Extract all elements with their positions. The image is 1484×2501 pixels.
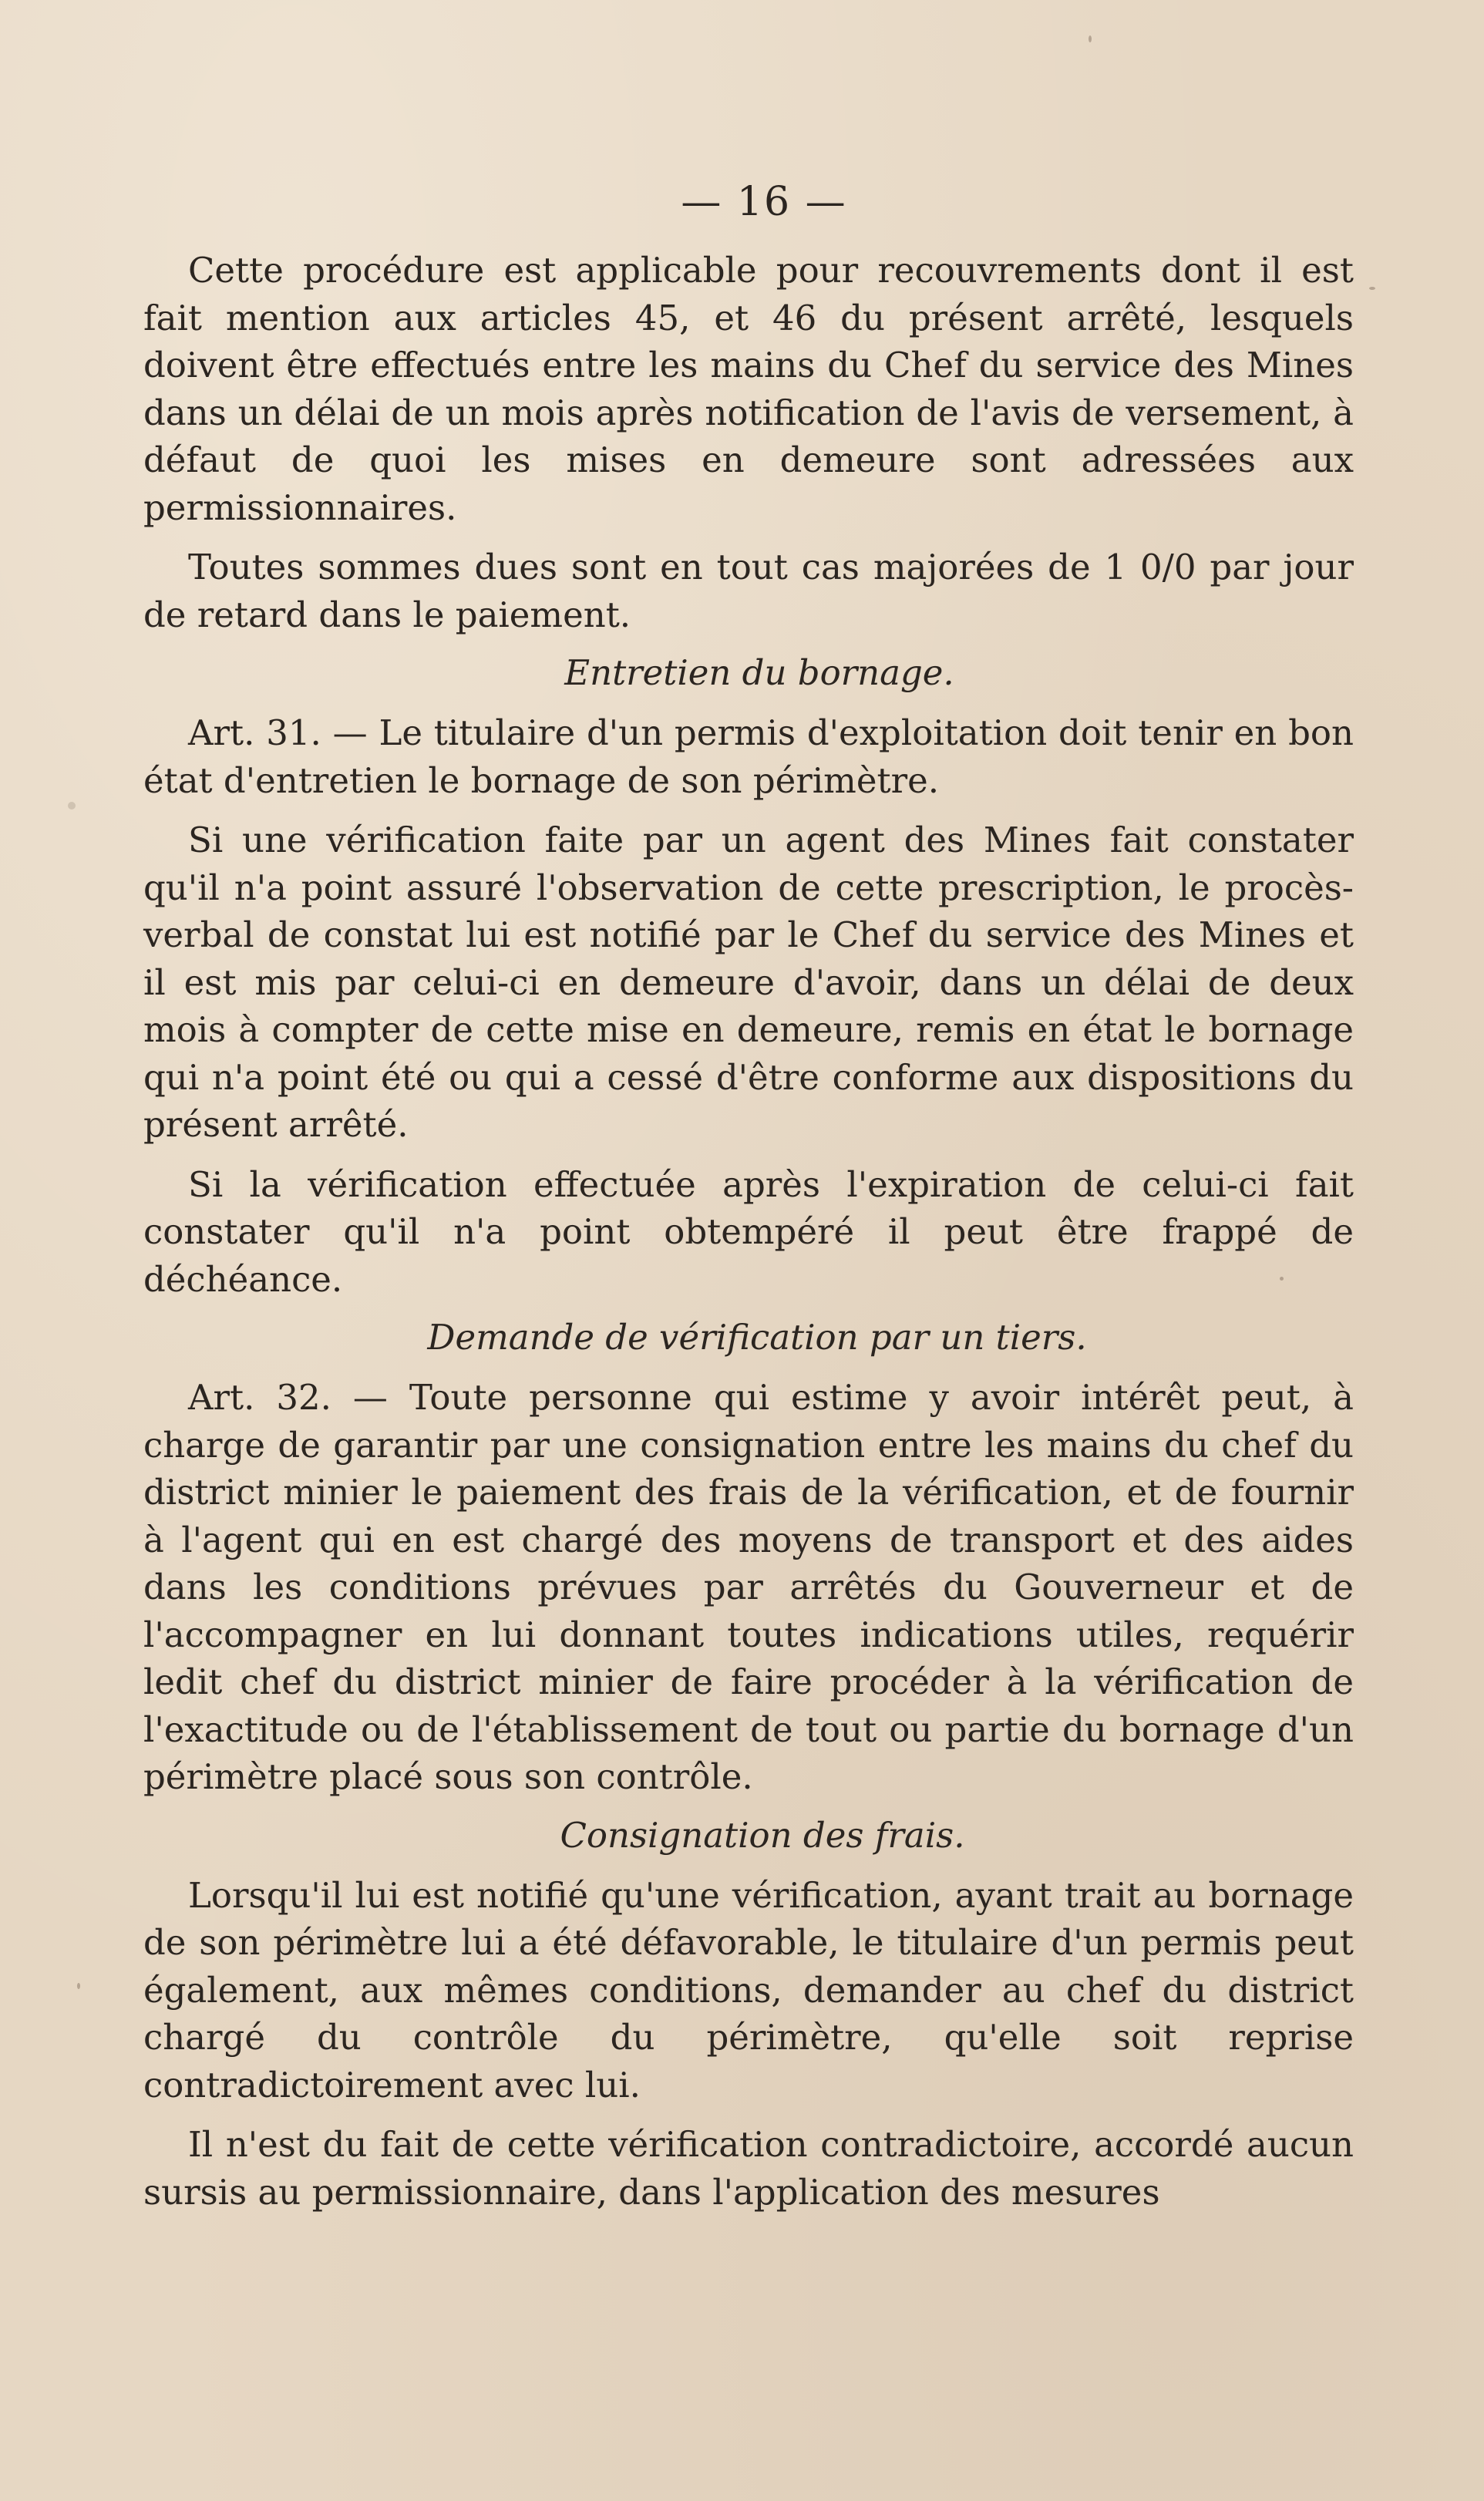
paragraph-majoration: Toutes sommes dues sont en tout cas majorées de 1 0/0 par jour de retard dans le paiement. (143, 547, 1354, 635)
paragraph-sursis: Il n'est du fait de cette vérification contradictoire, accordé aucun sursis au permissionnaire, dans l'application des mesures (143, 2124, 1354, 2213)
paragraph-article-32: Art. 32. — Toute personne qui estime y avoir intérêt peut, à charge de garantir par une consignation entre les mains du chef du district minier le paiement des frais de la vérification, et de fournir à l'agent qui en est chargé des moyens de transport et des aides dans les conditions prévues par arrêtés du Gouverneur et de l'accompagner en lui donnant toutes indications utiles, requérir ledit chef du district minier de faire procéder à la vérification de l'exactitude ou de l'établissement de tout ou partie du bornage d'un périmètre placé sous son contrôle. (143, 1377, 1354, 1797)
paragraph-verification-contradictoire: Lorsqu'il lui est notifié qu'une vérification, ayant trait au bornage de son périmètre lui a été défavorable, le titulaire d'un permis peut également, aux mêmes conditions, demander au chef du district chargé du contrôle du périmètre, qu'elle soit reprise contradictoirement avec lui. (143, 1874, 1354, 2105)
paragraph-article-31: Art. 31. — Le titulaire d'un permis d'exploitation doit tenir en bon état d'entretien le bornage de son périmètre. (143, 712, 1354, 801)
paper-speck (1280, 1277, 1284, 1281)
page-number: — 16 — (681, 179, 847, 225)
paper-speck (1369, 287, 1375, 290)
page-content (143, 179, 1354, 2216)
section-heading-entretien-bornage: Entretien du bornage. (564, 652, 954, 693)
paper-speck (1089, 35, 1092, 42)
paper-speck (77, 1983, 80, 1989)
paragraph-verification-agent: Si une vérification faite par un agent des Mines fait constater qu'il n'a point assuré l'observation de cette prescription, le procès-verbal de constat lui est notifié par le Chef du service des Mines et il est mis par celui-ci en demeure d'avoir, dans un délai de deux mois à compter de cette mise en demeure, remis en état le bornage qui n'a point été ou qui a cessé d'être conforme aux dispositions du présent arrêté. (143, 820, 1354, 1145)
paragraph-recouvrements: Cette procédure est applicable pour recouvrements dont il est fait mention aux articles 45, et 46 du présent arrêté, lesquels doivent être effectués entre les mains du Chef du service des Mines dans un délai de un mois après notification de l'avis de versement, à défaut de quoi les mises en demeure sont adressées aux permissionnaires. (143, 250, 1354, 528)
section-heading-demande-verification: Demande de vérification par un tiers. (427, 1317, 1087, 1358)
paper-speck (68, 802, 76, 810)
paragraph-decheance: Si la vérification effectuée après l'expiration de celui-ci fait constater qu'il n'a point obtempéré il peut être frappé de déchéance. (143, 1163, 1354, 1300)
section-heading-consignation-frais: Consignation des frais. (560, 1814, 965, 1856)
